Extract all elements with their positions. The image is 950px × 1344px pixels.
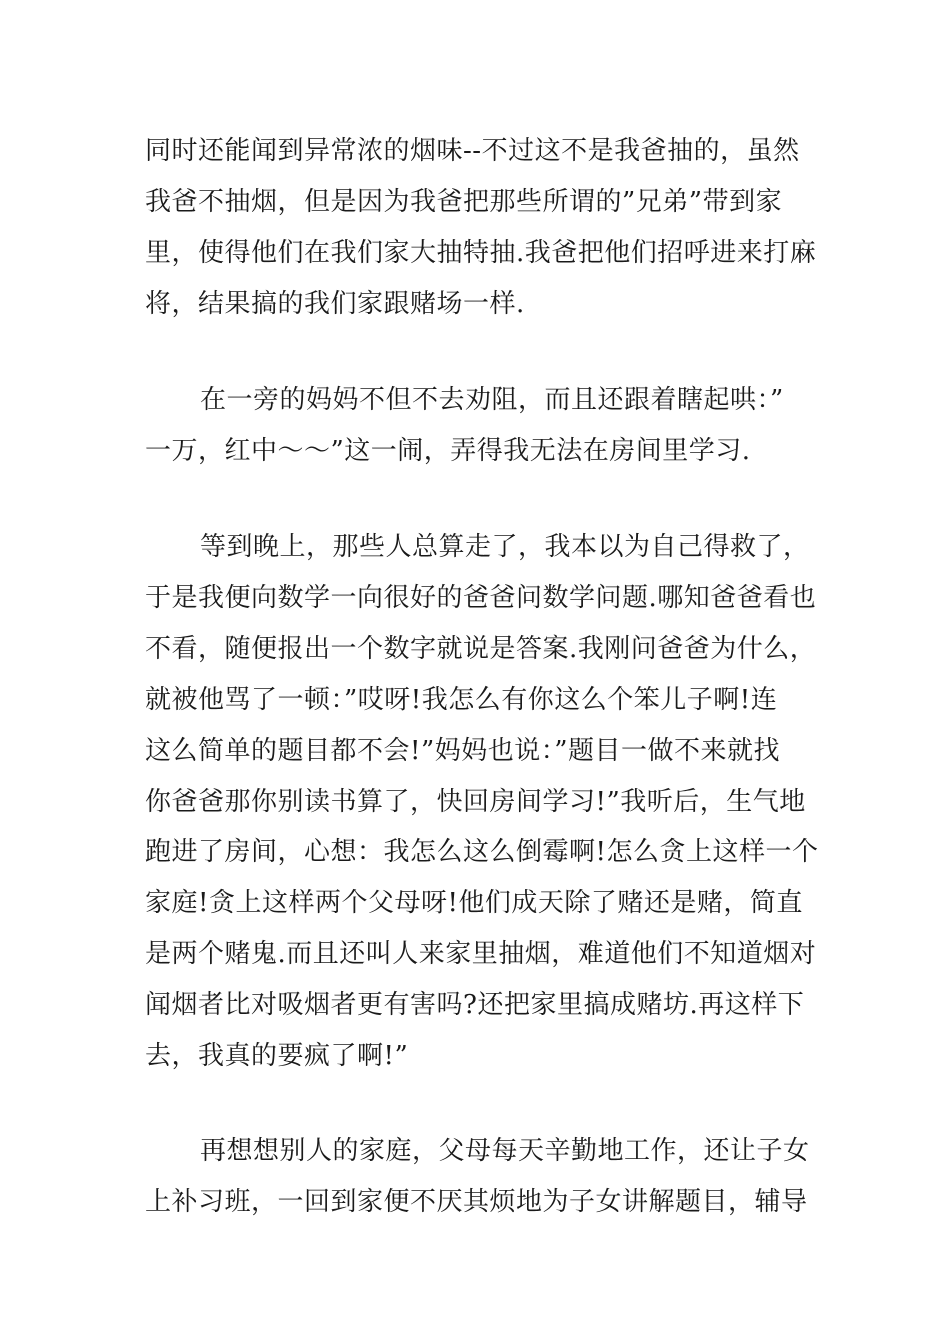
paragraph-3-line-10: 闻烟者比对吸烟者更有害吗?还把家里搞成赌坊.再这样下: [145, 990, 805, 1020]
paragraph-1-line-1: 同时还能闻到异常浓的烟味--不过这不是我爸抽的，虽然: [145, 136, 800, 166]
paragraph-3-line-1: 等到晚上，那些人总算走了，我本以为自己得救了，: [200, 532, 810, 562]
paragraph-4-line-1: 再想想别人的家庭，父母每天辛勤地工作，还让子女: [200, 1136, 810, 1166]
paragraph-1-line-3: 里，使得他们在我们家大抽特抽.我爸把他们招呼进来打麻: [145, 238, 817, 268]
paragraph-3-line-3: 不看，随便报出一个数字就说是答案.我刚问爸爸为什么，: [145, 634, 817, 664]
paragraph-1-line-4: 将，结果搞的我们家跟赌场一样.: [145, 289, 525, 319]
paragraph-3-line-2: 于是我便向数学一向很好的爸爸问数学问题.哪知爸爸看也: [145, 583, 817, 613]
paragraph-2-line-1: 在一旁的妈妈不但不去劝阻，而且还跟着瞎起哄：”: [200, 385, 784, 415]
paragraph-3-line-7: 跑进了房间，心想：我怎么这么倒霉啊!怎么贪上这样一个: [145, 837, 819, 867]
paragraph-4-line-2: 上补习班，一回到家便不厌其烦地为子女讲解题目，辅导: [145, 1187, 808, 1217]
paragraph-3-line-8: 家庭!贪上这样两个父母呀!他们成天除了赌还是赌，简直: [145, 888, 803, 918]
paragraph-3-line-6: 你爸爸那你别读书算了，快回房间学习!”我听后，生气地: [145, 787, 806, 817]
paragraph-3-line-9: 是两个赌鬼.而且还叫人来家里抽烟，难道他们不知道烟对: [145, 939, 817, 969]
paragraph-3-line-4: 就被他骂了一顿：”哎呀!我怎么有你这么个笨儿子啊!连: [145, 685, 778, 715]
paragraph-2-line-2: 一万，红中～～”这一闹，弄得我无法在房间里学习.: [145, 436, 751, 466]
paragraph-1-line-2: 我爸不抽烟，但是因为我爸把那些所谓的”兄弟”带到家: [145, 187, 783, 217]
paragraph-3-line-11: 去，我真的要疯了啊!”: [145, 1041, 409, 1071]
paragraph-3-line-5: 这么简单的题目都不会!”妈妈也说：”题目一做不来就找: [145, 736, 781, 766]
